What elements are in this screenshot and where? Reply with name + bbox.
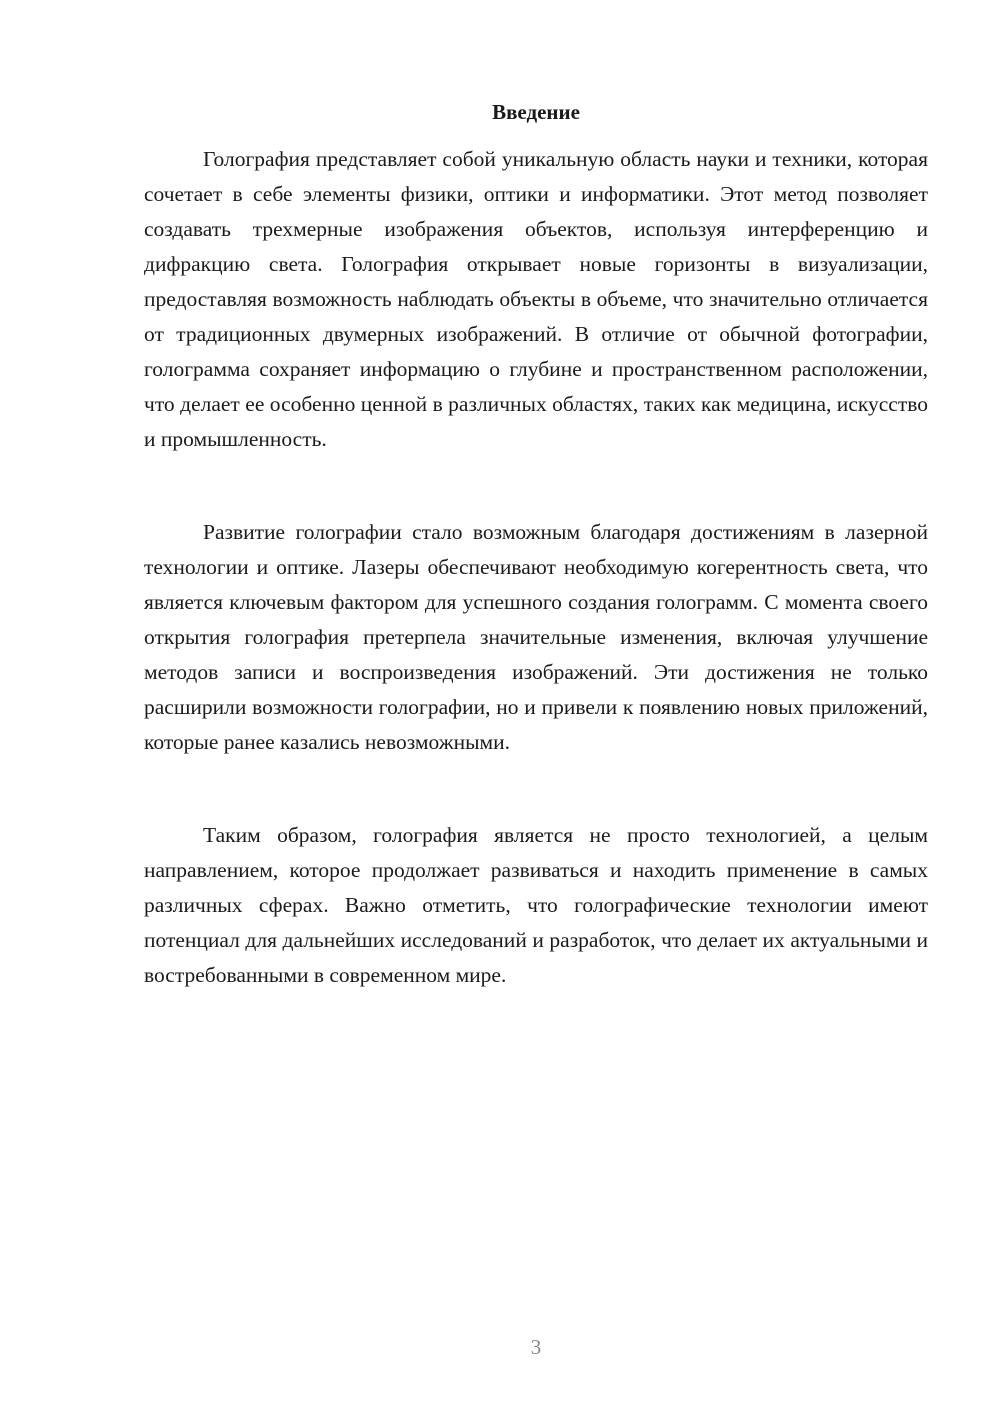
paragraph-1: Голография представляет собой уникальную область науки и техники, которая сочетает в себе элементы физики, оптики и информатики. Этот метод позволяет создавать трехмерные изображения объектов, используя интерференцию и дифракцию света. Голография открывает новые горизонты в визуализации, предоставляя возможность наблюдать объекты в объеме, что значительно отличается от традиционных двумерных изображений. В отличие от обычной фотографии, голограмма сохраняет информацию о глубине и пространственном расположении, что делает ее особенно ценной в различных областях, таких как медицина, искусство и промышленность. bbox=[144, 147, 928, 451]
page-number: 3 bbox=[530, 1335, 542, 1359]
paragraph-2: Развитие голографии стало возможным благодаря достижениям в лазерной технологии и оптике. Лазеры обеспечивают необходимую когерентность света, что является ключевым фактором для успешного создания голограмм. С момента своего открытия голография претерпела значительные изменения, включая улучшение методов записи и воспроизведения изображений. Эти достижения не только расширили возможности голографии, но и привели к появлению новых приложений, которые ранее казались невозможными. bbox=[144, 520, 928, 754]
paragraph-3: Таким образом, голография является не просто технологией, а целым направлением, которое продолжает развиваться и находить применение в самых различных сферах. Важно отметить, что голографические технологии имеют потенциал для дальнейших исследований и разработок, что делает их актуальными и востребованными в современном мире. bbox=[144, 823, 928, 987]
section-title: Введение bbox=[492, 100, 580, 124]
